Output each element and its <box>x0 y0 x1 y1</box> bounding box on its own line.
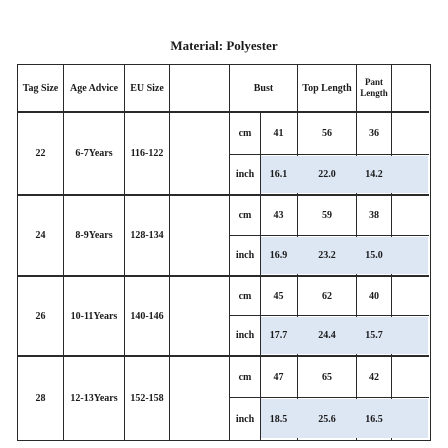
top-cm-cell: 56 <box>322 127 332 139</box>
header-tag-size: Tag Size <box>22 82 59 94</box>
age-advice-cell: 12-13Years <box>70 393 118 404</box>
tag-size-cell: 22 <box>35 147 46 159</box>
eu-size-cell: 140-146 <box>130 310 164 322</box>
bust-cm-cell: 43 <box>273 210 284 221</box>
top-inch-cell: 24.4 <box>318 330 336 341</box>
bust-inch-cell: 17.7 <box>269 330 288 341</box>
top-cm-cell: 62 <box>322 290 332 302</box>
age-advice-cell: 10-11Years <box>70 310 118 322</box>
material-title: Material: Polyester <box>170 38 278 53</box>
age-advice-cell: 6-7Years <box>75 147 113 159</box>
top-inch-cell: 25.6 <box>318 413 336 425</box>
bust-cm-cell: 41 <box>273 127 284 139</box>
unit-cm-label: cm <box>238 290 252 302</box>
unit-inch-label: inch <box>235 169 255 180</box>
eu-size-cell: 128-134 <box>130 230 164 241</box>
tag-size-cell: 24 <box>35 230 46 241</box>
pant-cm-cell: 38 <box>369 210 379 221</box>
unit-inch-label: inch <box>235 413 255 425</box>
age-advice-cell: 8-9Years <box>75 230 113 241</box>
header-eu-size: EU Size <box>130 82 164 94</box>
top-inch-cell: 23.2 <box>318 250 336 261</box>
eu-size-cell: 152-158 <box>130 393 164 404</box>
bust-inch-cell: 16.1 <box>269 169 288 180</box>
bust-inch-cell: 18.5 <box>269 413 288 425</box>
bust-cm-cell: 47 <box>273 371 284 383</box>
unit-cm-label: cm <box>238 127 252 139</box>
tag-size-cell: 26 <box>35 310 46 322</box>
pant-cm-cell: 36 <box>369 127 379 139</box>
pant-cm-cell: 40 <box>369 290 379 302</box>
pant-inch-cell: 15.0 <box>365 250 383 261</box>
pant-inch-cell: 14.2 <box>365 169 383 180</box>
bust-inch-cell: 16.9 <box>269 250 288 261</box>
pant-cm-cell: 42 <box>369 371 379 383</box>
header-pant-length: Pant Length <box>360 77 388 98</box>
unit-cm-label: cm <box>238 210 252 221</box>
top-inch-cell: 22.0 <box>318 169 336 180</box>
unit-inch-label: inch <box>235 250 255 261</box>
unit-inch-label: inch <box>235 330 255 341</box>
tag-size-cell: 28 <box>35 393 46 404</box>
pant-inch-cell: 15.7 <box>365 330 383 341</box>
header-bust: Bust <box>253 82 274 94</box>
top-cm-cell: 59 <box>322 210 332 221</box>
bust-cm-cell: 45 <box>273 290 284 302</box>
header-top-length: Top Length <box>302 82 352 94</box>
pant-inch-cell: 16.5 <box>365 413 383 425</box>
top-cm-cell: 65 <box>322 371 332 383</box>
size-chart-table <box>17 64 431 441</box>
header-age-advice: Age Advice <box>69 82 119 94</box>
unit-cm-label: cm <box>238 371 252 383</box>
eu-size-cell: 116-122 <box>130 147 164 159</box>
